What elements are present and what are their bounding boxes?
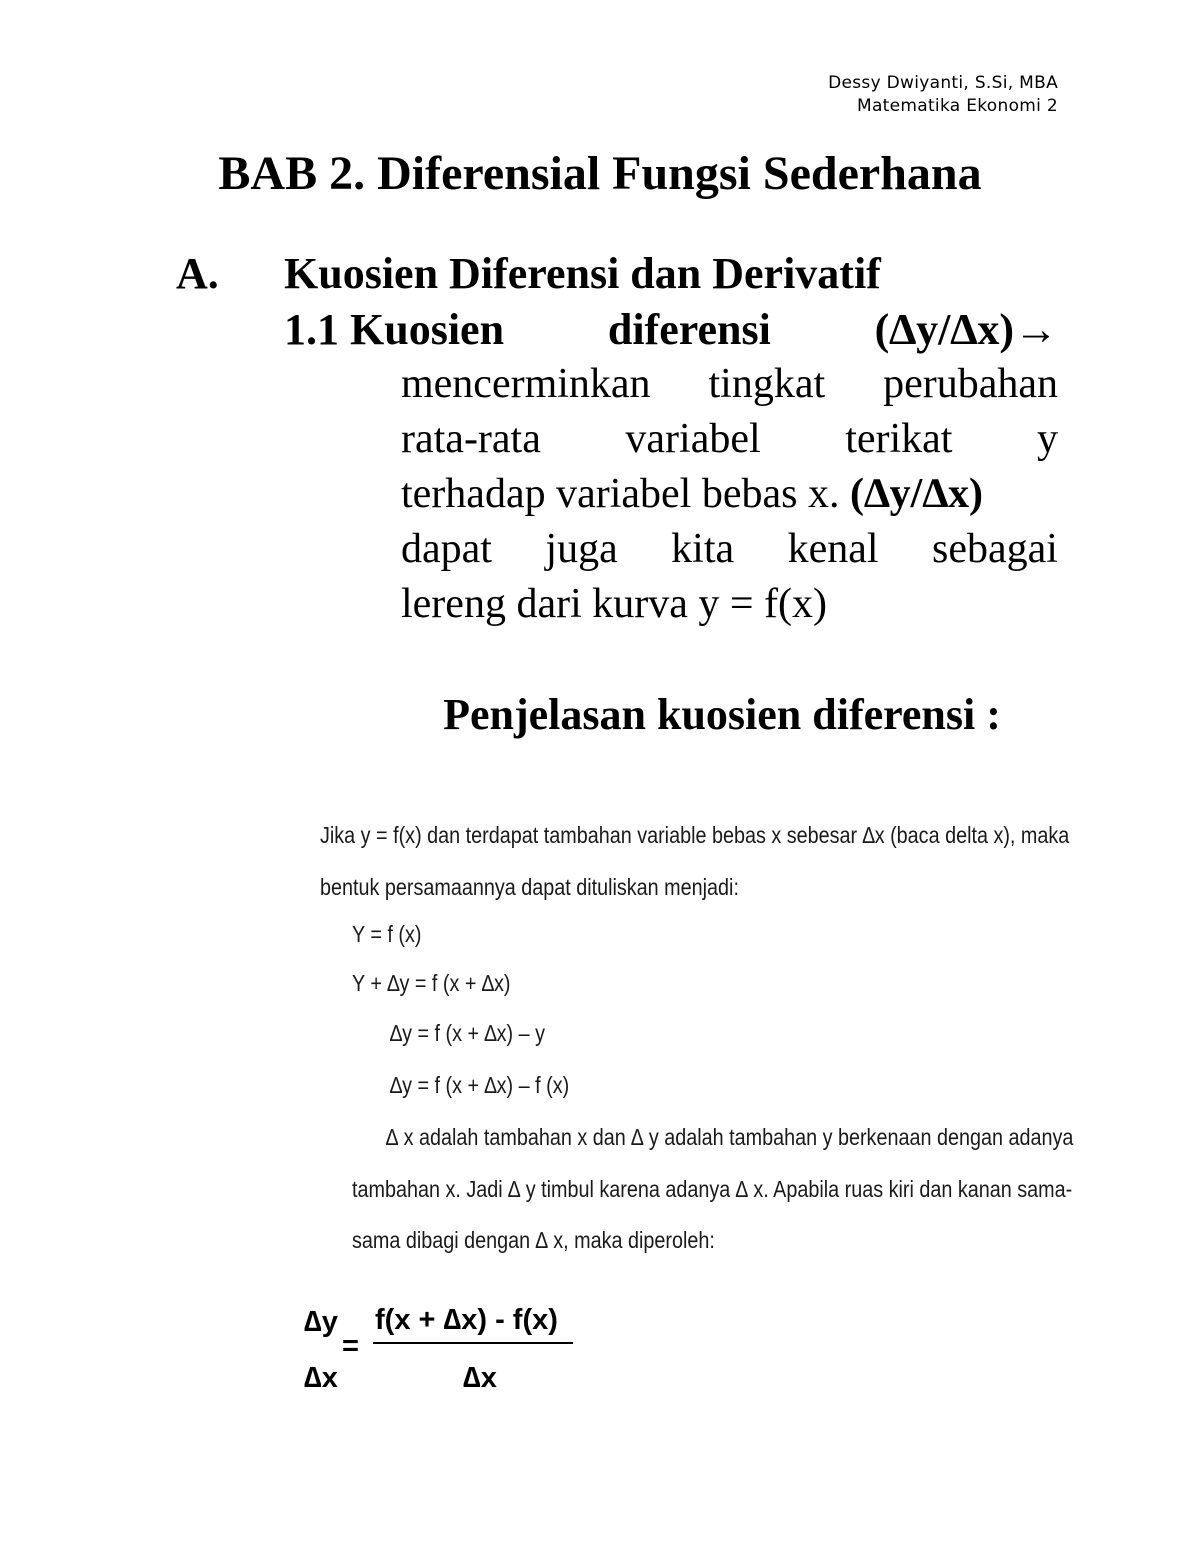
- word: terikat: [845, 416, 953, 462]
- word: juga: [545, 526, 618, 572]
- paragraph-line: [401, 357, 1058, 412]
- fraction-right-numerator: f(x + ∆x) - f(x): [375, 1304, 558, 1336]
- equation: Y = f (x): [352, 921, 422, 947]
- definition-paragraph: [401, 357, 1058, 632]
- fraction-bar: [373, 1342, 573, 1344]
- word: tingkat: [708, 361, 826, 407]
- fraction-left-denominator: ∆x: [304, 1362, 338, 1394]
- word: y: [1037, 416, 1058, 462]
- subsection-word: diferensi: [607, 305, 771, 354]
- explanation-heading: Penjelasan kuosien diferensi :: [443, 690, 1001, 739]
- subsection-word: (∆y/∆x)→: [874, 305, 1058, 354]
- paragraph-line: [401, 522, 1058, 577]
- explanation-paragraph-line: sama dibagi dengan ∆ x, maka diperoleh:: [352, 1227, 715, 1253]
- fraction-left-numerator: ∆y: [304, 1306, 338, 1338]
- equation: ∆y = f (x + ∆x) – y: [390, 1020, 546, 1046]
- equation: Y + ∆y = f (x + ∆x): [352, 970, 511, 996]
- word: kita: [671, 526, 735, 572]
- line-text: terhadap variabel bebas x.: [401, 471, 850, 517]
- fraction-right-denominator: ∆x: [463, 1362, 497, 1394]
- word: rata-rata: [401, 416, 541, 462]
- header-author: Dessy Dwiyanti, S.Si, MBA: [828, 73, 1058, 93]
- paragraph-line: lereng dari kurva y = f(x): [401, 581, 828, 627]
- word: sebagai: [932, 526, 1058, 572]
- page-title: BAB 2. Diferensial Fungsi Sederhana: [218, 147, 982, 200]
- word: perubahan: [883, 361, 1058, 407]
- equation: ∆y = f (x + ∆x) – f (x): [390, 1072, 570, 1098]
- subsection-word: 1.1 Kuosien: [284, 305, 505, 354]
- header-course: Matematika Ekonomi 2: [856, 96, 1058, 116]
- section-title: Kuosien Diferensi dan Derivatif: [284, 249, 881, 298]
- explanation-paragraph-line: tambahan x. Jadi ∆ y timbul karena adanya ∆ x. Apabila ruas kiri dan kanan sama-: [352, 1176, 1073, 1202]
- section-letter: A.: [176, 249, 219, 298]
- word: kenal: [787, 526, 879, 572]
- word: mencerminkan: [401, 361, 651, 407]
- fraction-equals: =: [342, 1330, 359, 1362]
- paragraph-line: [401, 412, 1058, 467]
- word: dapat: [401, 526, 492, 572]
- explanation-intro-line: Jika y = f(x) dan terdapat tambahan variable bebas x sebesar ∆x (baca delta x), maka: [320, 822, 1070, 848]
- running-header: [828, 72, 1058, 118]
- explanation-intro-line: bentuk persamaannya dapat dituliskan menjadi:: [320, 874, 739, 900]
- subsection-heading: [284, 304, 1058, 356]
- paragraph-line: [401, 467, 1058, 522]
- word: variabel: [625, 416, 761, 462]
- explanation-paragraph-line: ∆ x adalah tambahan x dan ∆ y adalah tambahan y berkenaan dengan adanya: [386, 1124, 1074, 1150]
- ratio-notation: (∆y/∆x): [849, 471, 984, 517]
